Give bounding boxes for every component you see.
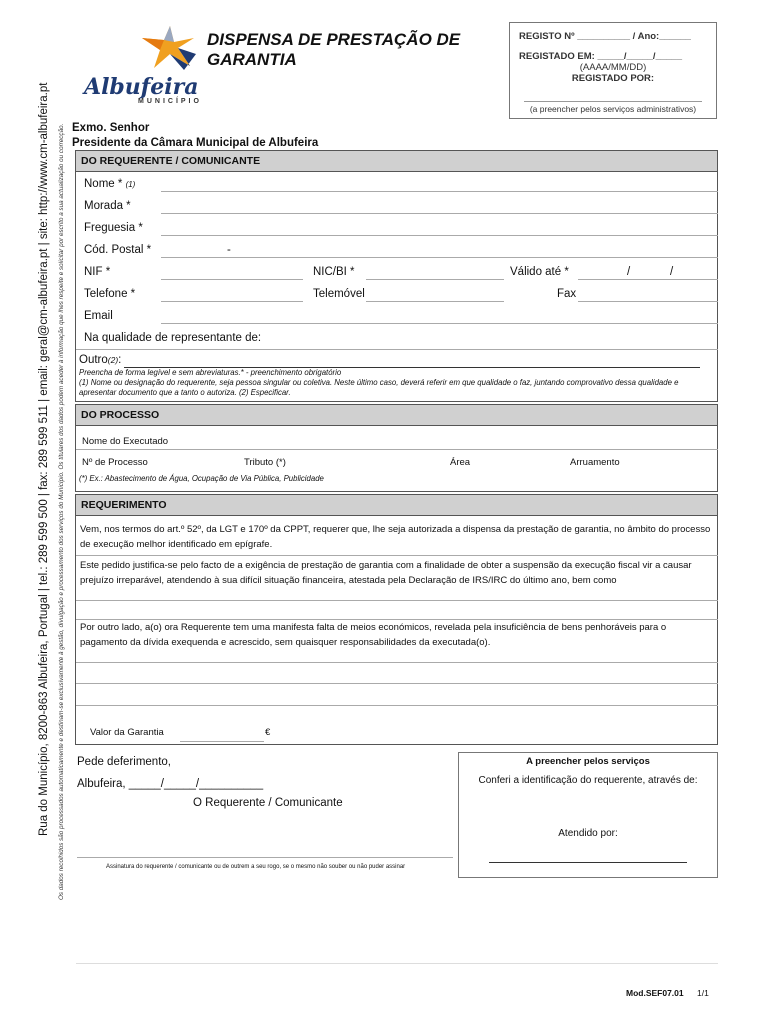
requerente-note-2: (1) Nome ou designação do requerente, seja pessoa singular ou coletiva. Neste último caso, deverá referir em que qualidade o faz, juntando comprovativo dessa qualidade e apresentar documento que a tanto o autoriza. (2) Especificar. [79, 378, 679, 397]
footer-page: 1/1 [697, 988, 709, 998]
label-email: Email [84, 310, 113, 322]
processo-note: (*) Ex.: Abastecimento de Água, Ocupação de Via Pública, Publicidade [79, 474, 324, 483]
nic-bi-field[interactable] [366, 279, 504, 280]
logo-name: Albufeira [84, 74, 199, 100]
label-telefone: Telefone * [84, 288, 136, 300]
local-date[interactable]: Albufeira, _____/_____/__________ [77, 778, 264, 790]
registry-number[interactable]: REGISTO Nº __________ / Ano:______ [519, 31, 691, 42]
freguesia-field[interactable] [161, 235, 718, 236]
label-cod-postal: Cód. Postal * [84, 244, 152, 256]
requerente-note-1: Preencha de forma legível e sem abreviaturas.* - preenchimento obrigatório [79, 368, 342, 377]
atendido-field[interactable] [489, 862, 687, 863]
services-atendido: Atendido por: [558, 828, 618, 839]
greeting [72, 121, 318, 151]
requerimento-paragraph-1: Vem, nos termos do art.º 52º, da LGT e 170º da CPPT, requerer que, lhe seja autorizada a dispensa da prestação de garantia, no âmbito do processo de execução melhor identificado em epígrafe. [80, 524, 711, 550]
label-nome-ref: (1) [125, 180, 136, 189]
requerimento-paragraph-2: Este pedido justifica-se pelo facto de a exigência de prestação de garantia com a finalidade de obter a suspensão da execução fiscal vir a causar prejuízo irreparável, atendendo à sua difícil situação financeira, atestada pela Declaração de IRS/IRC do último ano, bem como [80, 560, 692, 586]
label-outro-colon: : [118, 354, 122, 366]
section-requerimento [75, 494, 718, 745]
section-requerente [75, 150, 718, 402]
morada-field[interactable] [161, 213, 718, 214]
registry-by[interactable]: REGISTADO POR: [571, 73, 655, 84]
services-header: A preencher pelos serviços [526, 756, 650, 767]
fax-field[interactable] [578, 301, 718, 302]
label-outro-ref: (2) [107, 355, 119, 365]
qualidade-field[interactable] [76, 349, 718, 350]
label-arruamento: Arruamento [570, 457, 620, 468]
label-telemovel: Telemóvel [313, 288, 365, 300]
label-nome-text: Nome * [84, 178, 123, 190]
telefone-field[interactable] [161, 301, 303, 302]
valido-slash-1: / [627, 266, 631, 278]
title-line-2: GARANTIA [207, 50, 297, 69]
nome-executado-field[interactable] [76, 449, 718, 450]
label-tributo: Tributo (*) [244, 457, 286, 468]
section-processo [75, 404, 718, 492]
registry-footnote: (a preencher pelos serviços administrativos) [529, 104, 697, 114]
section-header-requerimento: REQUERIMENTO [76, 495, 717, 516]
cod-postal-field[interactable] [161, 257, 718, 258]
valido-slash-2: / [670, 266, 674, 278]
label-qualidade: Na qualidade de representante de: [84, 332, 262, 344]
logo [84, 24, 204, 106]
services-box [458, 752, 718, 878]
section-header-requerente: DO REQUERENTE / COMUNICANTE [76, 151, 717, 172]
valor-garantia-field[interactable] [180, 741, 264, 742]
requerimento-fill-line-2[interactable] [76, 683, 718, 684]
nif-field[interactable] [161, 279, 303, 280]
services-conferi: Conferi a identificação do requerente, através de: [478, 775, 698, 786]
registry-date[interactable]: REGISTADO EM: _____/_____/_____ [519, 51, 682, 62]
label-morada: Morada * [84, 200, 131, 212]
euro-symbol: € [265, 727, 271, 738]
requerente-signature-label: O Requerente / Comunicante [193, 797, 343, 809]
section-header-processo: DO PROCESSO [76, 405, 717, 426]
registry-date-format: (AAAA/MM/DD) [579, 62, 647, 73]
email-field[interactable] [161, 323, 718, 324]
telemovel-field[interactable] [366, 301, 504, 302]
sidebar-address: Rua do Município, 8200-863 Albufeira, Portugal | tel.: 289 599 500 | fax: 289 599 511 | email: geral@cm-albufeira.pt | site: http://www.cm-albufeira.pt [38, 82, 50, 836]
cod-postal-dash: - [227, 244, 231, 256]
requerimento-fill-line-3[interactable] [76, 705, 718, 706]
label-nome [84, 178, 135, 190]
label-outro [79, 354, 121, 366]
sidebar-privacy-note: Os dados recolhidos são processados automaticamente e destinam-se exclusivamente à gestão, divulgação e processamento dos serviços do Município. Os titulares dos dados podem aceder à informação que lhes respeite e solicitar por escrito a sua actualização ou correcção. [58, 123, 65, 900]
title-line-1: DISPENSA DE PRESTAÇÃO DE [207, 30, 461, 49]
label-valido-ate: Válido até * [510, 266, 569, 278]
valido-field[interactable] [578, 279, 718, 280]
label-fax: Fax [557, 288, 577, 300]
label-nif: NIF * [84, 266, 111, 278]
greeting-line-1: Exmo. Senhor [72, 122, 150, 134]
signature-caption: Assinatura do requerente / comunicante ou de outrem a seu rogo, se o mesmo não souber ou não puder assinar [106, 864, 406, 870]
label-outro-text: Outro [79, 354, 108, 366]
label-freguesia: Freguesia * [84, 222, 143, 234]
label-valor-garantia: Valor da Garantia [90, 727, 164, 738]
nome-field[interactable] [161, 191, 718, 192]
registry-box [509, 22, 717, 119]
label-area: Área [450, 457, 471, 468]
footer-model: Mod.SEF07.01 [626, 988, 684, 998]
logo-star-icon [134, 24, 204, 74]
pede-deferimento: Pede deferimento, [77, 756, 171, 768]
logo-subtitle: MUNICÍPIO [138, 98, 202, 105]
label-nic-bi: NIC/BI * [313, 266, 355, 278]
page-title [207, 30, 460, 70]
label-num-processo: Nº de Processo [82, 457, 148, 468]
label-nome-executado: Nome do Executado [82, 436, 169, 447]
signature-line[interactable] [77, 857, 453, 858]
greeting-line-2: Presidente da Câmara Municipal de Albufeira [72, 137, 319, 149]
requerimento-paragraph-3: Por outro lado, a(o) ora Requerente tem uma manifesta falta de meios económicos, revelada pela insuficiência de bens penhoráveis para o pagamento da dívida exequenda e acrescido, sem quaisquer responsabilidades da executada(o). [80, 622, 667, 648]
